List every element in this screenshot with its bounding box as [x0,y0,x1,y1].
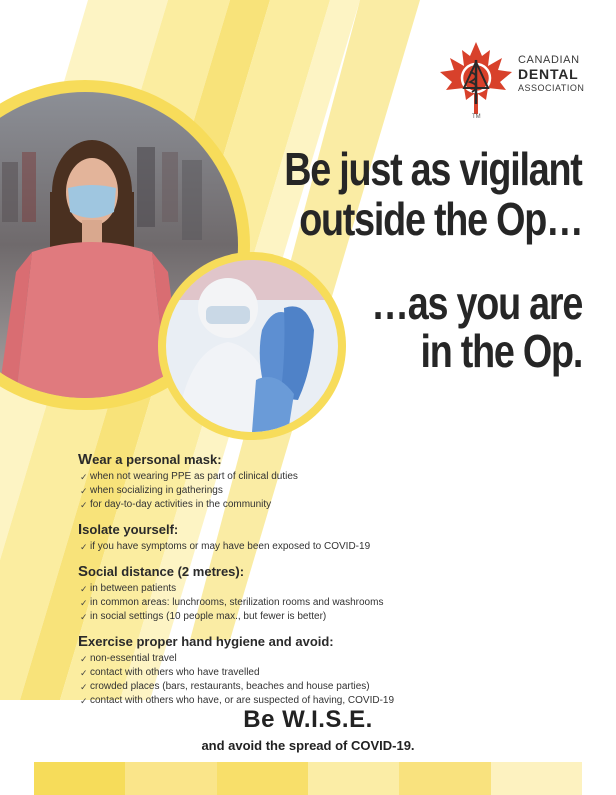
photo-gloved-worker [166,260,338,432]
checkmark-icon: ✓ [80,472,88,482]
section-title: Wear a personal mask: [78,451,222,468]
section-hand-hygiene [78,634,538,708]
headline-line-4: in the Op. [420,325,582,377]
headline-line-1: Be just as vigilant [284,143,582,195]
checkmark-icon: ✓ [80,486,88,496]
bar-segment [34,762,125,795]
bar-segment [217,762,308,795]
checkmark-icon: ✓ [80,696,88,706]
headline-line-2: outside the Op… [298,193,582,245]
bar-segment [308,762,399,795]
section-title: Isolate yourself: [78,521,179,538]
list-item: ✓ crowded places (bars, restaurants, beaches and house parties) [80,681,370,692]
list-item: ✓ if you have symptoms or may have been exposed to COVID-19 [80,541,371,552]
wise-guidelines [78,452,538,718]
bottom-color-bar [34,762,582,795]
section-isolate [78,522,538,554]
cda-logo [436,40,586,120]
list-item: ✓ non-essential travel [80,653,177,664]
checkmark-icon: ✓ [80,668,88,678]
headline-line-3: …as you are [371,277,582,329]
be-wise-title: Be W.I.S.E. [243,706,373,733]
list-item: ✓ for day-to-day activities in the community [80,499,272,510]
checkmark-icon: ✓ [80,654,88,664]
logo-line-dental: DENTAL [518,66,579,82]
checkmark-icon: ✓ [80,598,88,608]
logo-line-association: ASSOCIATION [518,83,585,93]
list-item: ✓ when socializing in gatherings [80,485,223,496]
section-social-distance [78,564,538,624]
list-item: ✓ in common areas: lunchrooms, sterilization rooms and washrooms [80,597,384,608]
list-item: ✓ contact with others who have, or are suspected of having, COVID-19 [80,695,395,706]
bar-segment [399,762,490,795]
maple-leaf-icon [436,40,516,120]
bar-segment [491,762,582,795]
logo-line-canadian: CANADIAN [518,54,580,66]
checkmark-icon: ✓ [80,542,88,552]
list-item: ✓ contact with others who have travelled [80,667,260,678]
checkmark-icon: ✓ [80,612,88,622]
section-wear-mask [78,452,538,512]
checkmark-icon: ✓ [80,500,88,510]
bar-segment [125,762,216,795]
trademark-mark: TM [472,114,481,120]
list-item: ✓ in social settings (10 people max., but fewer is better) [80,611,327,622]
checkmark-icon: ✓ [80,682,88,692]
section-title: Social distance (2 metres): [78,563,245,580]
list-item: ✓ in between patients [80,583,177,594]
checkmark-icon: ✓ [80,584,88,594]
be-wise-subtitle: and avoid the spread of COVID-19. [201,738,415,753]
section-title: Exercise proper hand hygiene and avoid: [78,633,334,650]
list-item: ✓ when not wearing PPE as part of clinical duties [80,471,298,482]
